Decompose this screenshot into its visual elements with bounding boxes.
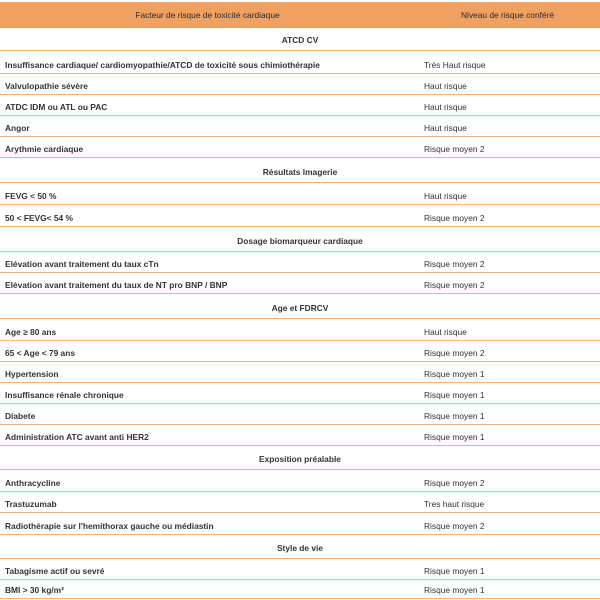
risk-factor: Angor xyxy=(5,123,30,133)
risk-factor: Anthracycline xyxy=(5,478,61,488)
table-row xyxy=(0,204,600,227)
risk-level: Risque moyen 2 xyxy=(424,144,485,154)
risk-factor: ATDC IDM ou ATL ou PAC xyxy=(5,102,108,112)
risk-level: Très Haut risque xyxy=(424,60,486,70)
risk-level: Risque moyen 1 xyxy=(424,369,485,379)
risk-level: Risque moyen 1 xyxy=(424,432,485,442)
risk-level: Risque moyen 1 xyxy=(424,411,485,421)
risk-level: Risque moyen 1 xyxy=(424,566,485,576)
risk-factor: Elévation avant traitement du taux de NT pro BNP / BNP xyxy=(5,280,228,290)
table-row xyxy=(0,512,600,535)
section-title: Exposition préalable xyxy=(259,454,341,464)
risk-factor: Age ≥ 80 ans xyxy=(5,327,57,337)
risk-factor: 65 < Age < 79 ans xyxy=(5,348,75,358)
section-title: ATCD CV xyxy=(281,35,319,45)
risk-level: Haut risque xyxy=(424,123,467,133)
risk-factor: Diabete xyxy=(5,411,36,421)
risk-level: Haut risque xyxy=(424,102,467,112)
table-row xyxy=(0,318,600,341)
table-row xyxy=(0,136,600,158)
risk-level: Risque moyen 2 xyxy=(424,213,485,223)
risk-factor: Elévation avant traitement du taux cTn xyxy=(5,259,159,269)
table-row xyxy=(0,491,600,513)
table-row xyxy=(0,469,600,492)
section-title: Style de vie xyxy=(276,543,324,553)
risk-factor: Insuffisance rénale chronique xyxy=(5,390,124,400)
risk-level: Risque moyen 2 xyxy=(424,478,485,488)
risk-factor: Arythmie cardiaque xyxy=(5,144,84,154)
section-title: Résultats Imagerie xyxy=(262,167,338,177)
header-factor: Facteur de risque de toxicité cardiaque xyxy=(135,10,280,20)
risk-factor: Hypertension xyxy=(5,369,59,379)
risk-level: Haut risque xyxy=(424,191,467,201)
table-row xyxy=(0,579,600,599)
risk-factor: Radiothérapie sur l'hemithorax gauche ou médiastin xyxy=(5,521,214,531)
risk-level: Haut risque xyxy=(424,81,467,91)
table-row xyxy=(0,424,600,446)
table-row xyxy=(0,403,600,425)
risk-factor: Administration ATC avant anti HER2 xyxy=(5,432,149,442)
section-header xyxy=(0,28,600,51)
table-header xyxy=(0,2,600,28)
section-header xyxy=(0,293,600,319)
section-header xyxy=(0,534,600,559)
table-row xyxy=(0,361,600,383)
risk-factor: FEVG < 50 % xyxy=(5,191,57,201)
risk-level: Risque moyen 2 xyxy=(424,521,485,531)
risk-factor: BMI > 30 kg/m² xyxy=(5,585,64,595)
table-row xyxy=(0,558,600,580)
risk-factor: Tabagisme actif ou sevré xyxy=(5,566,105,576)
table-row xyxy=(0,115,600,137)
risk-level: Risque moyen 1 xyxy=(424,390,485,400)
table-row xyxy=(0,50,600,74)
section-header xyxy=(0,157,600,183)
section-title: Dosage biomarqueur cardiaque xyxy=(237,236,363,246)
risk-factor: 50 < FEVG< 54 % xyxy=(5,213,73,223)
risk-level: Haut risque xyxy=(424,327,467,337)
section-header xyxy=(0,445,600,470)
table-row xyxy=(0,182,600,205)
table-row xyxy=(0,340,600,362)
risk-factor: Trastuzumab xyxy=(5,499,57,509)
header-level: Niveau de risque conféré xyxy=(460,10,555,20)
section-title: Age et FDRCV xyxy=(271,303,329,313)
risk-level: Risque moyen 2 xyxy=(424,280,485,290)
risk-level: Risque moyen 2 xyxy=(424,348,485,358)
table-row xyxy=(0,94,600,116)
risk-level: Risque moyen 2 xyxy=(424,259,485,269)
table-row xyxy=(0,73,600,95)
risk-level: Tres haut risque xyxy=(424,499,485,509)
table-row xyxy=(0,272,600,294)
risk-factor: Valvulopathie sévère xyxy=(5,81,88,91)
table-row xyxy=(0,251,600,273)
risk-level: Risque moyen 1 xyxy=(424,585,485,595)
section-header xyxy=(0,226,600,252)
risk-factor: Insuffisance cardiaque/ cardiomyopathie/ATCD de toxicité sous chimiothérapie xyxy=(5,60,320,70)
table-row xyxy=(0,382,600,404)
